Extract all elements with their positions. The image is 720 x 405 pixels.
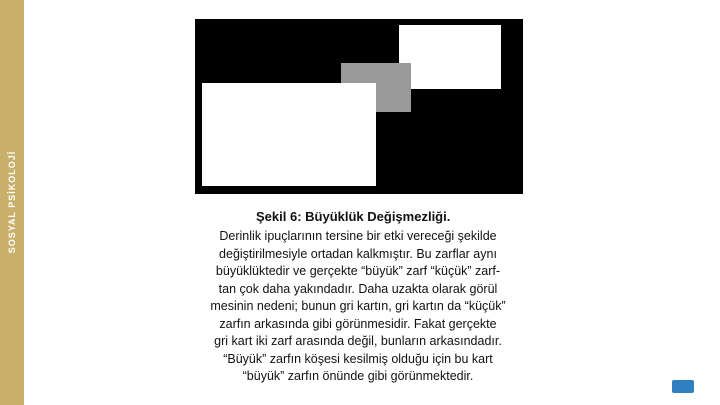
caption-line: mesinin nedeni; bunun gri kartın, gri kartın da “küçük”	[210, 299, 506, 313]
caption-title: Şekil 6: Büyüklük Değişmezliği.	[256, 209, 451, 224]
side-strip	[0, 0, 24, 405]
caption-line: zarfın arkasında gibi görünmesidir. Fakat gerçekte	[219, 316, 497, 331]
caption-line: gri kart iki zarf arasında değil, bunların arkasındadır.	[214, 334, 502, 348]
caption-line: “büyük” zarfın önünde gibi görünmektedir.	[242, 369, 474, 383]
figure-size-constancy	[195, 19, 523, 194]
side-label: SOSYAL PSİKOLOJİ	[7, 150, 17, 254]
caption-line: “Büyük” zarfın köşesi kesilmiş olduğu için bu kart	[223, 351, 493, 366]
caption-line: tan çok daha yakındadır. Daha uzakta olarak görül	[218, 281, 498, 296]
caption-body	[172, 228, 544, 386]
caption-line: büyüklüktedir ve gerçekte “büyük” zarf “küçük” zarf-	[215, 264, 501, 278]
publisher-logo-icon	[672, 380, 694, 393]
caption-line: Derinlik ipuçlarının tersine bir etki vereceği şekilde	[219, 229, 497, 243]
caption-line: değiştirilmesiyle ortadan kalkmıştır. Bu zarflar aynı	[219, 246, 497, 261]
small-envelope-card	[399, 25, 501, 89]
large-envelope-card	[202, 83, 376, 186]
